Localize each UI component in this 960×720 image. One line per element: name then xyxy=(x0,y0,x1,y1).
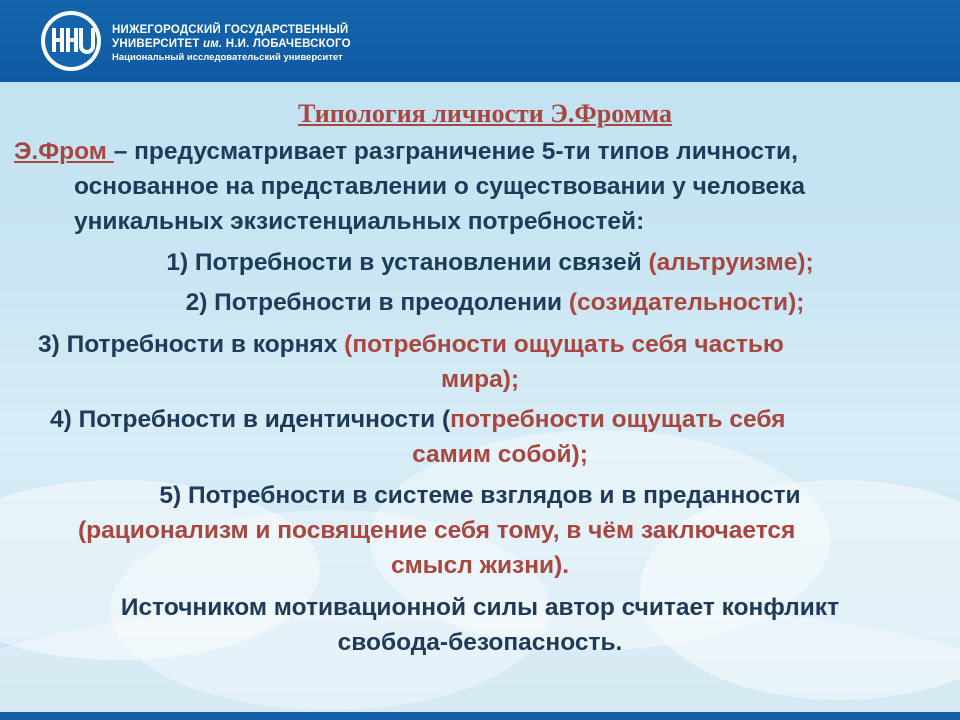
list-item-5 xyxy=(0,478,960,513)
item-3-text: 3) Потребности в корнях xyxy=(38,331,345,358)
item-4-text: 4) Потребности в идентичности ( xyxy=(50,406,451,433)
university-logo-icon xyxy=(40,10,102,72)
list-item-2 xyxy=(15,285,960,320)
university-name xyxy=(112,23,351,65)
item-3-note: (потребности ощущать себя частью xyxy=(344,331,784,358)
university-line-2-c: Н.И. ЛОБАЧЕВСКОГО xyxy=(222,38,351,50)
conclusion-line-2: свобода-безопасность. xyxy=(337,629,623,656)
item-3-note-cont: мира); xyxy=(440,366,520,393)
header-bar xyxy=(0,0,960,82)
slide-title: Типология личности Э.Фромма xyxy=(298,99,672,128)
intro-line-2: основанное на представлении о существовании у человека xyxy=(74,173,805,200)
item-5-note-cont: смысл жизни). xyxy=(390,552,570,579)
conclusion-line-1: Источником мотивационной силы автор считает конфликт xyxy=(120,594,840,621)
item-5-text: 5) Потребности в системе взглядов и в преданности xyxy=(159,482,801,509)
intro-text-1: – предусматривает разграничение 5-ти типов личности, xyxy=(113,138,798,165)
item-4-note-cont: самим собой); xyxy=(412,441,588,468)
university-line-2 xyxy=(112,37,351,51)
list-item-4 xyxy=(50,402,950,437)
university-line-1: НИЖЕГОРОДСКИЙ ГОСУДАРСТВЕННЫЙ xyxy=(112,24,349,36)
university-line-3: Национальный исследовательский университет xyxy=(112,52,343,63)
author-name: Э.Фром xyxy=(14,138,114,165)
list-item-3 xyxy=(38,327,938,362)
item-4-note: потребности ощущать себя xyxy=(450,406,786,433)
intro-line-1 xyxy=(14,134,954,169)
item-1-note: (альтруизме); xyxy=(648,249,814,276)
item-2-note: (созидательности); xyxy=(568,289,805,316)
item-1-text: 1) Потребности в установлении связей xyxy=(166,249,649,276)
university-line-2-a: УНИВЕРСИТЕТ xyxy=(112,38,203,50)
list-item-1 xyxy=(10,245,960,280)
item-2-text: 2) Потребности в преодолении xyxy=(185,289,569,316)
footer-bar xyxy=(0,712,960,720)
intro-line-3: уникальных экзистенциальных потребностей: xyxy=(74,208,645,235)
item-5-note: (рационализм и посвящение себя тому, в чём заключается xyxy=(78,517,796,544)
university-line-2-b: им. xyxy=(202,38,223,50)
